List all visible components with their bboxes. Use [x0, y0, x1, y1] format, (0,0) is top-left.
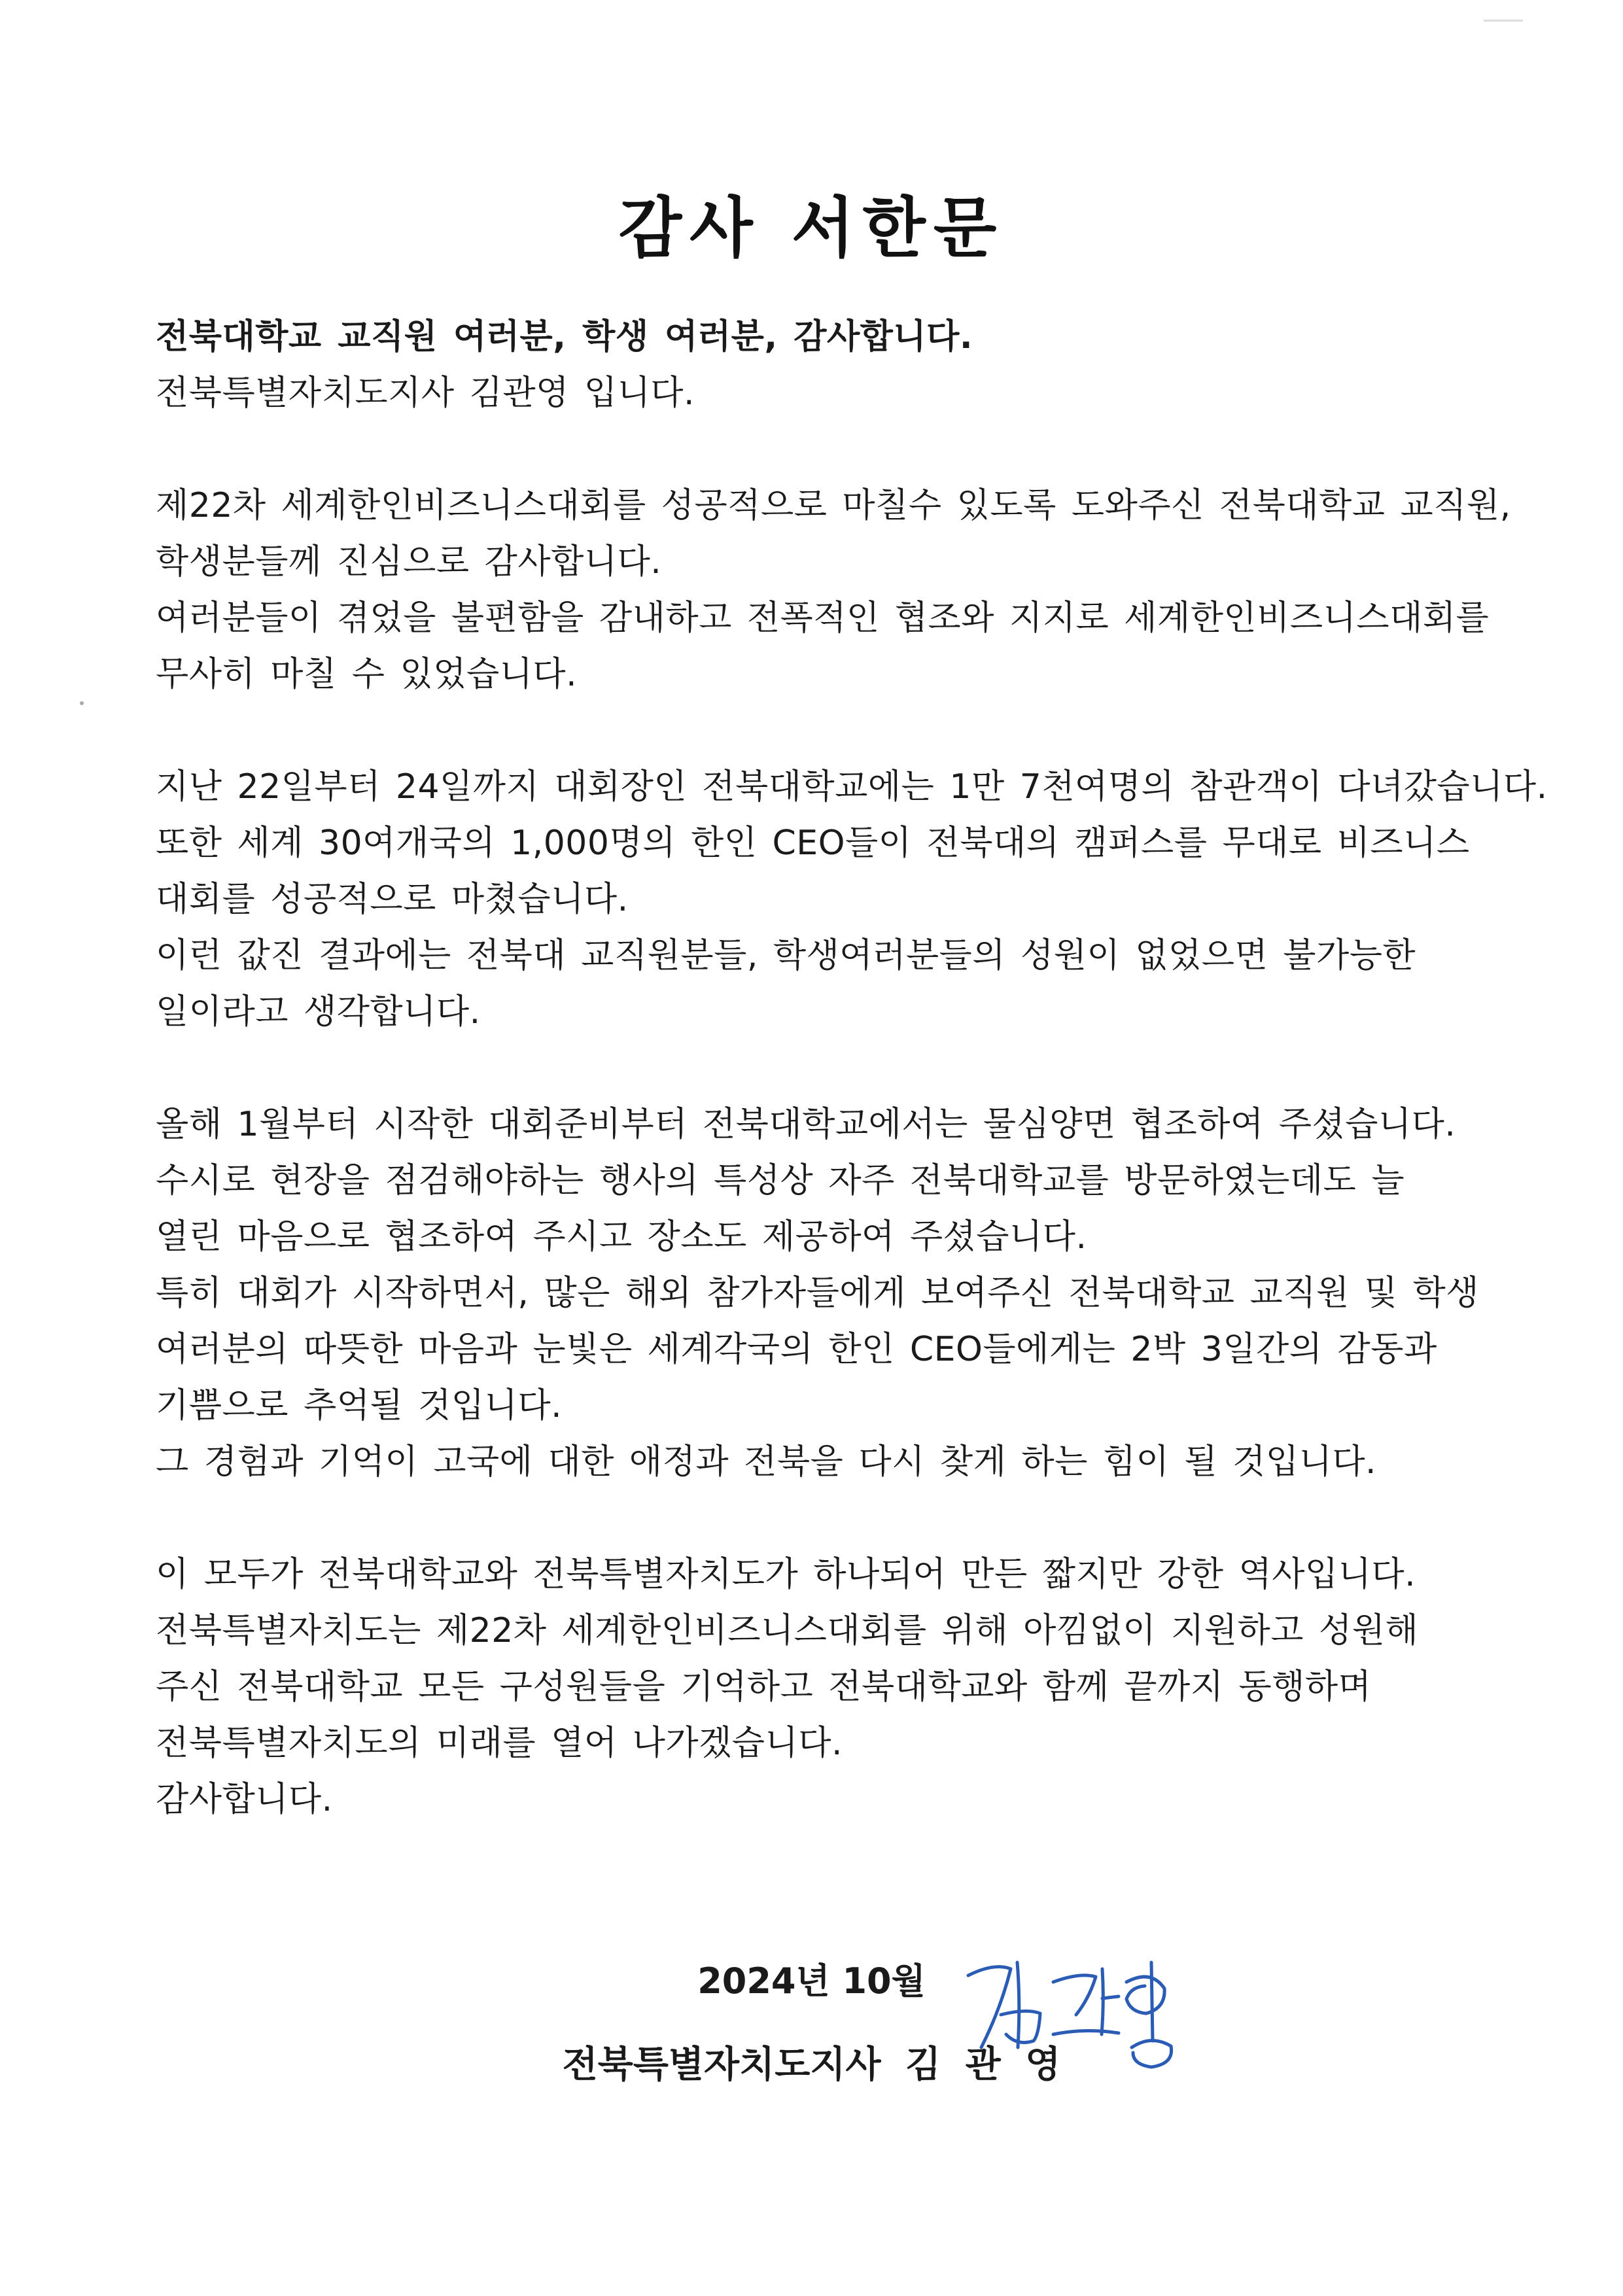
body-line: 무사히 마칠 수 있었습니다.	[156, 655, 578, 694]
body-line: 학생분들께 진심으로 감사합니다.	[156, 542, 662, 582]
scan-speck	[80, 701, 84, 705]
body-line: 전북특별자치도의 미래를 열어 나가겠습니다.	[156, 1724, 843, 1763]
page-title: 감사 서한문	[618, 190, 1005, 266]
letter-body	[156, 309, 1548, 1828]
body-line: 여러분의 따뜻한 마음과 눈빛은 세계각국의 한인 CEO들에게는 2박 3일간의 감동과	[156, 1330, 1437, 1369]
body-line: 특히 대회가 시작하면서, 많은 해외 참가자들에게 보여주신 전북대학교 교직원 및 학생	[156, 1274, 1479, 1313]
body-line: 또한 세계 30여개국의 1,000명의 한인 CEO들이 전북대의 캠퍼스를 무대로 비즈니스	[156, 824, 1470, 863]
body-line: 수시로 현장을 점검해야하는 행사의 특성상 자주 전북대학교를 방문하였는데도 늘	[156, 1161, 1405, 1200]
signer-name: 전북특별자치도지사 김 관 영	[562, 2044, 1061, 2086]
body-line: 기쁨으로 추억될 것입니다.	[156, 1386, 563, 1425]
body-line: 전북특별자치도지사 김관영 입니다.	[156, 374, 695, 413]
body-line: 올해 1월부터 시작한 대회준비부터 전북대학교에서는 물심양면 협조하여 주셨습니다.	[156, 1105, 1456, 1144]
paragraph-gap	[156, 1490, 1471, 1546]
paragraph-gap	[156, 703, 1471, 759]
body-line: 감사합니다.	[156, 1780, 333, 1819]
body-line: 그 경험과 기억이 고국에 대한 애정과 전북을 다시 찾게 하는 힘이 될 것입니다.	[156, 1442, 1377, 1482]
body-line: 여러분들이 겪었을 불편함을 감내하고 전폭적인 협조와 지지로 세계한인비즈니스대회를	[156, 599, 1490, 638]
paragraph-gap	[156, 421, 1471, 478]
body-line: 대회를 성공적으로 마쳤습니다.	[156, 880, 629, 919]
scan-speck	[1484, 20, 1523, 22]
body-line: 전북특별자치도는 제22차 세계한인비즈니스대회를 위해 아낌없이 지원하고 성원해	[156, 1611, 1419, 1650]
body-line: 이 모두가 전북대학교와 전북특별자치도가 하나되어 만든 짧지만 강한 역사입니다.	[156, 1555, 1416, 1594]
handwritten-signature	[955, 1936, 1191, 2080]
body-line: 이런 값진 결과에는 전북대 교직원분들, 학생여러분들의 성원이 없었으면 불가능한	[156, 936, 1416, 975]
greeting-line: 전북대학교 교직원 여러분, 학생 여러분, 감사합니다.	[156, 317, 973, 357]
body-line: 열린 마음으로 협조하여 주시고 장소도 제공하여 주셨습니다.	[156, 1217, 1087, 1257]
body-line: 일이라고 생각합니다.	[156, 992, 481, 1032]
paragraph-gap	[156, 1040, 1471, 1096]
letter-date: 2024년 10월	[697, 1960, 926, 2002]
body-line: 제22차 세계한인비즈니스대회를 성공적으로 마칠수 있도록 도와주신 전북대학교 교직원,	[156, 486, 1511, 525]
body-line: 주신 전북대학교 모든 구성원들을 기억하고 전북대학교와 함께 끝까지 동행하며	[156, 1667, 1372, 1707]
body-line: 지난 22일부터 24일까지 대회장인 전북대학교에는 1만 7천여명의 참관객이 다녀갔습니다.	[156, 767, 1548, 807]
